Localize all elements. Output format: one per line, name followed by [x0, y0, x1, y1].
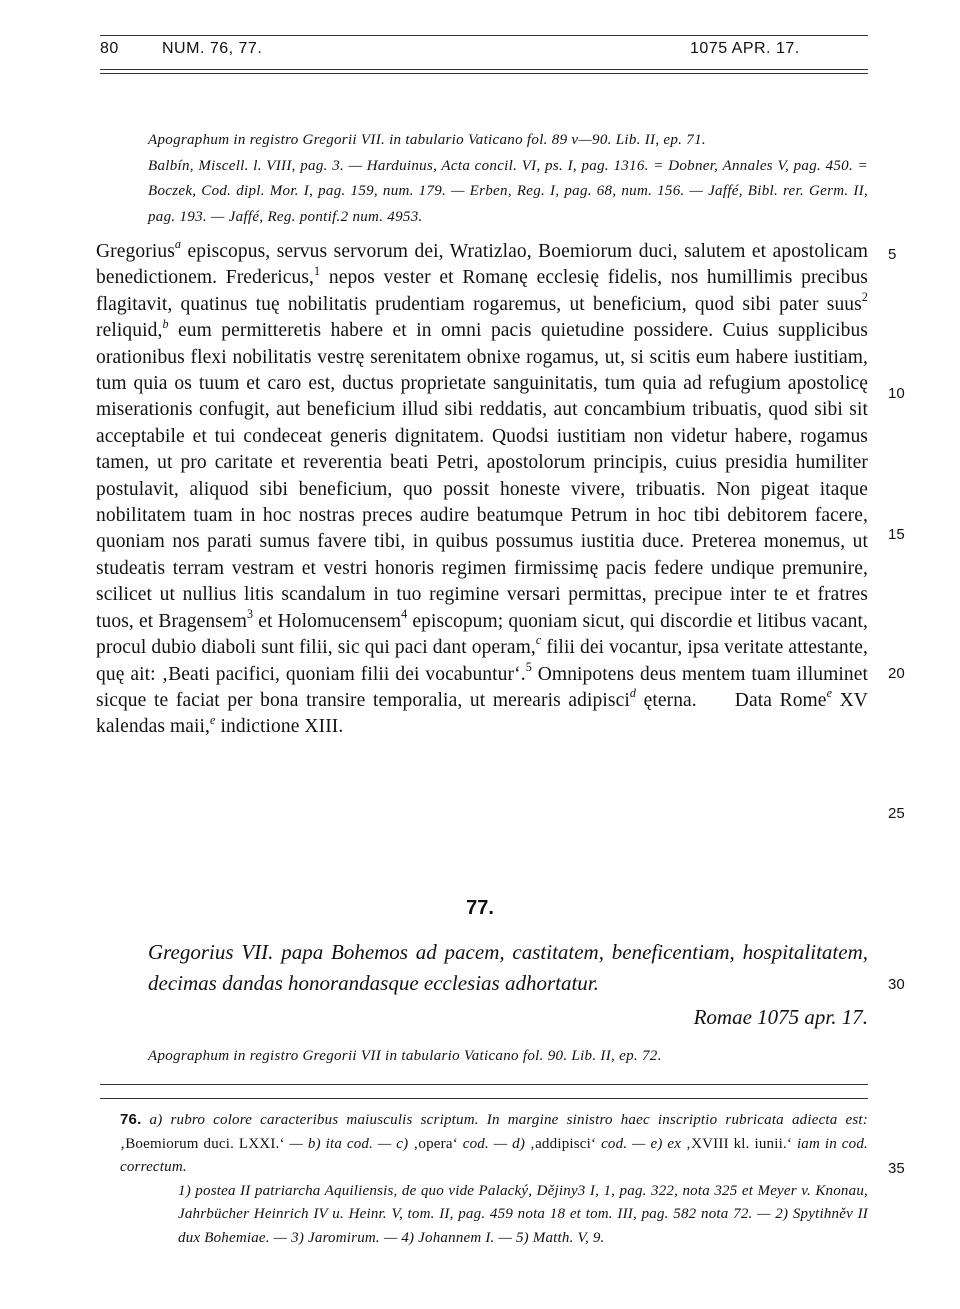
header-date: 1075 APR. 17.	[690, 40, 800, 57]
footnote-text: cod. — d)	[457, 1135, 530, 1152]
doc76-source-note	[148, 128, 868, 230]
text-run: episcopum; quoniam sicut, qui discordie et litibus vacant, procul dubio diaboli sunt filii, sic qui paci dant operam,	[96, 610, 869, 659]
footnotes-critical	[120, 1108, 868, 1180]
header-rule-double-b	[100, 73, 868, 74]
doc77-title-text: Gregorius VII. papa Bohemos ad pacem, castitatem, beneficentiam, hospitalitatem, decimas dandas honorandasque ecclesias adhortatur.	[148, 940, 868, 995]
footnote-quote: ‚XVIII kl. iunii.‘	[685, 1135, 793, 1152]
line-number-10: 10	[888, 385, 905, 402]
text-run: indictione XIII.	[215, 716, 344, 738]
footnote-ref: 2	[861, 290, 868, 305]
footnote-rule-top	[100, 1084, 868, 1085]
page-number: 80	[100, 40, 119, 57]
text-run: ęterna. Data Rome	[635, 689, 827, 711]
footnote-quote: ‚opera‘	[413, 1135, 458, 1152]
line-number-15: 15	[888, 526, 905, 543]
footnote-ref: e	[210, 712, 216, 727]
footnote-quote: ‚Boemiorum duci. LXXI.‘	[120, 1135, 285, 1152]
footnote-ref: 1	[314, 263, 321, 278]
doc77-place-date: Romae 1075 apr. 17.	[693, 1005, 868, 1029]
footnotes	[120, 1108, 868, 1250]
doc77-source-note: Apographum in registro Gregorii VII in tabulario Vaticano fol. 90. Lib. II, ep. 72.	[148, 1048, 662, 1064]
text-run: episcopus, servus servorum dei, Wratizlao, Boemiorum duci, salutem et apostolicam benedictionem. Fredericus,	[96, 241, 868, 289]
text-run: XV kalendas maii,	[96, 689, 868, 738]
footnote-ref: 5	[525, 659, 532, 674]
header-rule-top	[100, 35, 868, 36]
footnote-ref: 3	[246, 606, 254, 621]
footnote-quote: ‚addipisci‘	[529, 1135, 597, 1152]
letter-paragraph	[96, 239, 868, 741]
running-head	[100, 40, 868, 66]
doc77-number: 77.	[466, 897, 494, 919]
text-run: reliquid,	[96, 320, 163, 342]
line-number-30: 30	[888, 976, 905, 993]
line-number-35: 35	[888, 1160, 905, 1177]
text-run: Omnipotens deus mentem tuam illuminet sicque te faciat per bona transire temporalia, ut merearis adipisci	[96, 663, 868, 711]
footnote-ref: a	[174, 237, 182, 252]
line-number-5: 5	[888, 246, 897, 263]
footnote-text: — b) ita cod. — c)	[284, 1135, 414, 1152]
doc76-letter-text	[96, 239, 868, 741]
line-number-25: 25	[888, 805, 905, 822]
source-note-editions: Balbín, Miscell. l. VIII, pag. 3. — Harduinus, Acta concil. VI, ps. I, pag. 1316. = Dobner, Annales V, pag. 450. = Boczek, Cod. dipl. Mor. I, pag. 159, num. 179. — Erben, Reg. I, pag. 68, num. 156. — Jaffé, Bibl. rer. Germ. II, pag. 193. — Jaffé, Reg. pontif.2 num. 4953.	[148, 157, 868, 225]
footnote-rule-bottom	[100, 1098, 868, 1099]
footnote-text: cod. — e) ex	[596, 1135, 686, 1152]
footnote-ref: b	[162, 316, 169, 331]
footnote-ref: 4	[401, 606, 408, 621]
doc77-title	[148, 937, 868, 999]
header-rule-double-a	[100, 69, 868, 70]
footnotes-historical: 1) postea II patriarcha Aquiliensis, de quo vide Palacký, Dějiny3 I, 1, pag. 322, nota 325 et Meyer v. Knonau, Jahrbücher Heinrich IV u. Heinr. V, tom. II, pag. 459 nota 18 et tom. III, pag. 582 nota 72. — 2) Spytihněv II dux Bohemiae. — 3) Jaromirum. — 4) Johannem I. — 5) Matth. V, 9.	[178, 1182, 868, 1246]
footnote-doc-label: 76.	[120, 1111, 142, 1128]
text-run: et Holomucensem	[253, 610, 402, 632]
footnote-ref: c	[535, 633, 542, 648]
footnote-ref: d	[629, 686, 636, 701]
footnote-text: iam in cod. correctum.	[120, 1135, 868, 1175]
source-note-line1: Apographum in registro Gregorii VII. in tabulario Vaticano fol. 89 v—90. Lib. II, ep. 71.	[148, 132, 706, 148]
line-number-20: 20	[888, 665, 905, 682]
document-numbers: NUM. 76, 77.	[162, 40, 263, 57]
footnote-ref: e	[826, 686, 833, 701]
footnote-text: a) rubro colore caracteribus maiusculis scriptum. In margine sinistro haec inscriptio rubricata adiecta est:	[149, 1112, 868, 1128]
text-run: nepos vester et Romanę ecclesię fidelis, nos humillimis precibus flagitavit, quatinus tuę nobilitatis prudentiam rogaremus, ut beneficium, quod sibi pater suus	[96, 267, 868, 315]
text-run: eum permitteretis habere et in omni pacis quietudine possidere. Cuius supplicibus orationibus flexi nobilitatis vestrę serenitatem obnixe rogamus, ut, si scitis eum habere iustitiam, tum quia os tuum et caro est, ductus proprietate sanguinitatis, tum quia ad refugium apostolicę miserationis confugit, aut beneficium illud sibi reddatis, aut concambium tribuatis, quod sibi sit acceptabile et tui condeceat generis dignitatem. Quodsi iustitiam non videtur habere, rogamus tamen, ut pro caritate et reverentia beati Petri, apostolorum principis, cuius presidia humiliter postulavit, aliquod sibi beneficium, quo possit honeste vivere, tribuatis. Non pigeat itaque nobilitatem tuam in hoc nostras preces audire beatumque Petrum in hoc tibi debitorem facere, quoniam nos parati sumus favere tibi, in quibus possumus iustitia duce. Preterea monemus, ut studeatis terram vestram et vestri honoris regimen firmissimę pacis federe undique premunire, scilicet ut nullius litis scandalum in tuo regimine versari permittas, precipue inter te et fratres tuos, et Bragensem	[96, 320, 868, 632]
text-run: Gregorius	[96, 241, 175, 262]
text-run: filii dei vocantur, ipsa veritate attestante, quę ait: ‚Beati pacifici, quoniam filii dei vocabuntur‘.	[96, 637, 869, 685]
